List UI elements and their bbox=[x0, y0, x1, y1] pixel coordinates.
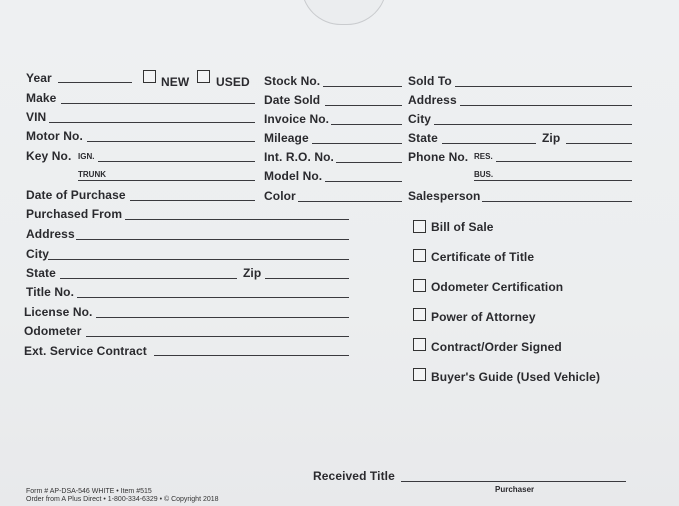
seller-city-field[interactable] bbox=[48, 259, 349, 260]
seller-state-label: State bbox=[26, 266, 56, 280]
certificate-of-title-checkbox[interactable] bbox=[413, 249, 426, 262]
form-number: Form # AP-DSA-546 WHITE • Item #515 bbox=[26, 488, 152, 495]
buyer-state-field[interactable] bbox=[442, 143, 536, 144]
ign-key-field[interactable] bbox=[98, 161, 255, 162]
buyers-guide-label: Buyer's Guide (Used Vehicle) bbox=[431, 370, 601, 384]
motor-no-field[interactable] bbox=[87, 141, 255, 142]
contract-order-signed-checkbox[interactable] bbox=[413, 338, 426, 351]
color-label: Color bbox=[264, 189, 296, 203]
model-no-label: Model No. bbox=[264, 169, 323, 183]
buyer-address-field[interactable] bbox=[460, 105, 632, 106]
ign-label: IGN. bbox=[78, 152, 95, 161]
seller-address-field[interactable] bbox=[76, 239, 349, 240]
received-title-signature-field[interactable] bbox=[401, 481, 626, 482]
color-field[interactable] bbox=[298, 201, 402, 202]
power-of-attorney-label: Power of Attorney bbox=[431, 310, 536, 324]
make-label: Make bbox=[26, 91, 57, 105]
model-no-field[interactable] bbox=[325, 181, 402, 182]
stock-no-label: Stock No. bbox=[264, 74, 321, 88]
salesperson-field[interactable] bbox=[482, 201, 632, 202]
int-ro-no-field[interactable] bbox=[336, 162, 402, 163]
year-field[interactable] bbox=[58, 82, 132, 83]
odometer-field[interactable] bbox=[86, 336, 349, 337]
date-of-purchase-field[interactable] bbox=[130, 200, 255, 201]
seller-zip-field[interactable] bbox=[265, 278, 349, 279]
date-sold-field[interactable] bbox=[325, 105, 402, 106]
new-checkbox[interactable] bbox=[143, 70, 156, 83]
salesperson-label: Salesperson bbox=[408, 189, 481, 203]
license-no-field[interactable] bbox=[96, 317, 349, 318]
license-no-label: License No. bbox=[24, 305, 93, 319]
vin-field[interactable] bbox=[49, 122, 255, 123]
power-of-attorney-checkbox[interactable] bbox=[413, 308, 426, 321]
used-label: USED bbox=[216, 75, 250, 89]
vin-label: VIN bbox=[26, 110, 47, 124]
certificate-of-title-label: Certificate of Title bbox=[431, 250, 535, 264]
buyer-state-label: State bbox=[408, 131, 438, 145]
seller-state-field[interactable] bbox=[60, 278, 237, 279]
mileage-label: Mileage bbox=[264, 131, 309, 145]
odometer-certification-checkbox[interactable] bbox=[413, 279, 426, 292]
mileage-field[interactable] bbox=[312, 143, 402, 144]
received-title-label: Received Title bbox=[313, 469, 395, 483]
date-sold-label: Date Sold bbox=[264, 93, 321, 107]
purchased-from-label: Purchased From bbox=[26, 207, 123, 221]
key-no-label: Key No. bbox=[26, 149, 72, 163]
title-no-field[interactable] bbox=[77, 297, 349, 298]
res-label: RES. bbox=[474, 152, 493, 161]
stock-no-field[interactable] bbox=[323, 86, 402, 87]
purchaser-label: Purchaser bbox=[495, 485, 535, 494]
bill-of-sale-label: Bill of Sale bbox=[431, 220, 494, 234]
seller-city-label: City bbox=[26, 247, 50, 261]
buyers-guide-checkbox[interactable] bbox=[413, 368, 426, 381]
title-no-label: Title No. bbox=[26, 285, 75, 299]
odometer-certification-label: Odometer Certification bbox=[431, 280, 564, 294]
phone-no-label: Phone No. bbox=[408, 150, 469, 164]
odometer-label: Odometer bbox=[24, 324, 82, 338]
make-field[interactable] bbox=[61, 103, 255, 104]
int-ro-no-label: Int. R.O. No. bbox=[264, 150, 334, 164]
contract-order-signed-label: Contract/Order Signed bbox=[431, 340, 562, 354]
trunk-key-field[interactable] bbox=[78, 180, 255, 181]
buyer-zip-label: Zip bbox=[542, 131, 561, 145]
date-of-purchase-label: Date of Purchase bbox=[26, 188, 126, 202]
bus-phone-field[interactable] bbox=[474, 180, 632, 181]
seller-address-label: Address bbox=[26, 227, 75, 241]
seller-zip-label: Zip bbox=[243, 266, 262, 280]
invoice-no-field[interactable] bbox=[331, 124, 402, 125]
buyer-city-field[interactable] bbox=[434, 124, 632, 125]
envelope-flap bbox=[301, 0, 387, 25]
purchased-from-field[interactable] bbox=[125, 219, 349, 220]
bill-of-sale-checkbox[interactable] bbox=[413, 220, 426, 233]
ext-service-contract-field[interactable] bbox=[154, 355, 349, 356]
ext-service-contract-label: Ext. Service Contract bbox=[24, 344, 147, 358]
buyer-zip-field[interactable] bbox=[566, 143, 632, 144]
buyer-city-label: City bbox=[408, 112, 432, 126]
invoice-no-label: Invoice No. bbox=[264, 112, 330, 126]
motor-no-label: Motor No. bbox=[26, 129, 83, 143]
buyer-address-label: Address bbox=[408, 93, 457, 107]
sold-to-field[interactable] bbox=[455, 86, 632, 87]
sold-to-label: Sold To bbox=[408, 74, 452, 88]
used-checkbox[interactable] bbox=[197, 70, 210, 83]
order-info: Order from A Plus Direct • 1-800-334-6329 • © Copyright 2018 bbox=[26, 496, 219, 503]
trunk-label: TRUNK bbox=[78, 170, 106, 179]
year-label: Year bbox=[26, 71, 52, 85]
res-phone-field[interactable] bbox=[496, 161, 632, 162]
new-label: NEW bbox=[161, 75, 190, 89]
bus-label: BUS. bbox=[474, 170, 494, 179]
